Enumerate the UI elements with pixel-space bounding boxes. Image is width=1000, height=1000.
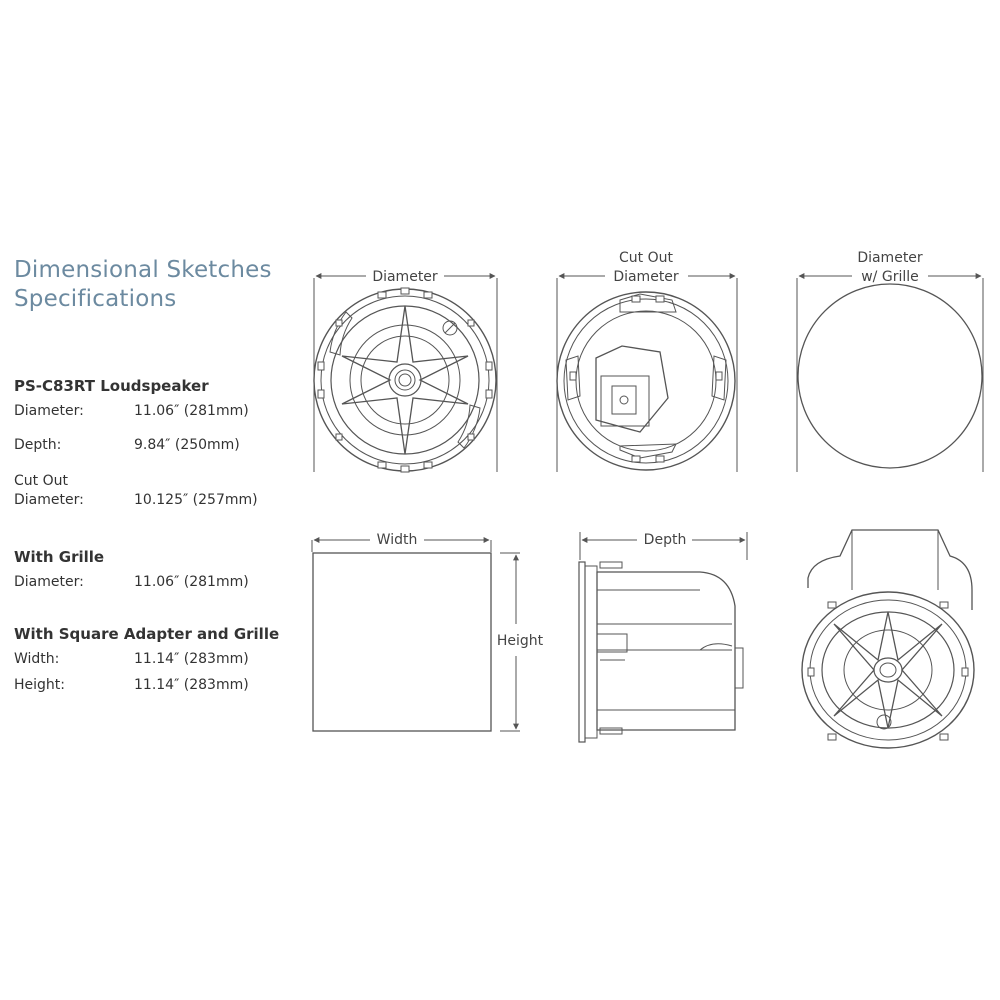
square-adapter-sketch	[312, 540, 520, 731]
height-label: Height	[496, 633, 544, 649]
rear-view-sketch	[557, 276, 737, 472]
side-view-sketch	[579, 532, 747, 742]
perspective-view-sketch	[802, 530, 974, 748]
cutout-label-top: Cut Out	[619, 250, 673, 266]
depth-value: 9.84″ (250mm)	[134, 437, 240, 453]
cutout-label-2: Diameter:	[14, 492, 84, 508]
title-line-2: Specifications	[14, 286, 177, 312]
square-width-value: 11.14″ (283mm)	[134, 651, 249, 667]
grille-label-top: Diameter	[857, 250, 923, 266]
cutout-value: 10.125″ (257mm)	[134, 492, 258, 508]
square-height-value: 11.14″ (283mm)	[134, 677, 249, 693]
square-width-label: Width:	[14, 651, 60, 667]
with-grille-heading: With Grille	[14, 548, 105, 566]
diameter-label: Diameter:	[14, 403, 84, 419]
depth-label: Depth:	[14, 437, 62, 453]
model-name: PS-C83RT Loudspeaker	[14, 377, 209, 395]
grille-label-bottom: w/ Grille	[861, 269, 919, 285]
grille-diameter-value: 11.06″ (281mm)	[134, 574, 249, 590]
front-diameter-label: Diameter	[372, 269, 438, 285]
square-height-label: Height:	[14, 677, 65, 693]
title-line-1: Dimensional Sketches	[14, 257, 272, 283]
diameter-value: 11.06″ (281mm)	[134, 403, 249, 419]
width-label: Width	[376, 532, 418, 548]
grille-diameter-label: Diameter:	[14, 574, 84, 590]
cutout-label-bottom: Diameter	[613, 269, 679, 285]
depth-label: Depth	[643, 532, 687, 548]
with-square-heading: With Square Adapter and Grille	[14, 625, 280, 643]
grille-view-sketch	[797, 276, 983, 472]
front-view-sketch	[314, 276, 497, 472]
cutout-label-1: Cut Out	[14, 473, 68, 489]
